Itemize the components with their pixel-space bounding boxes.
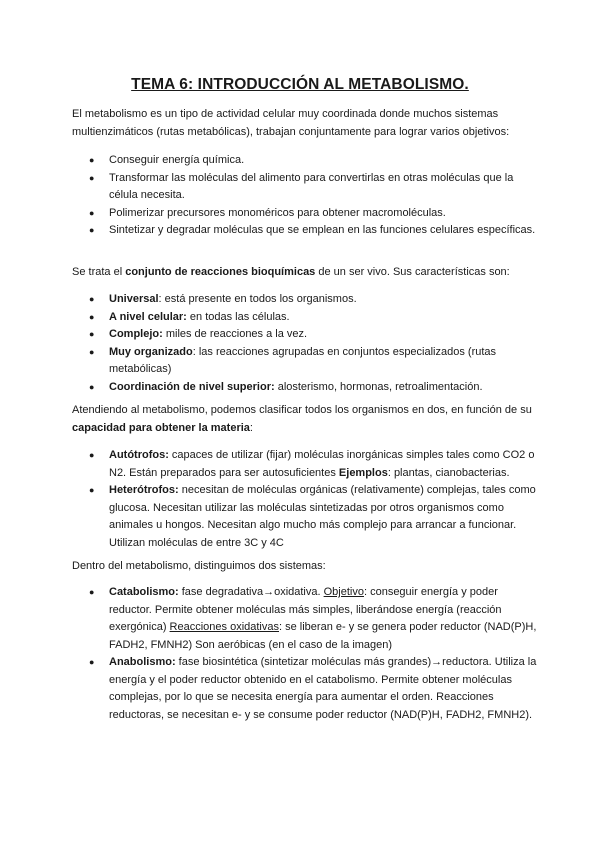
bullet-icon: ● (89, 294, 95, 304)
bullet-icon: ● (89, 381, 95, 392)
list-item: ● Coordinación de nivel superior: alosterismo, hormonas, retroalimentación. (72, 379, 540, 397)
bullet-icon: ● (89, 155, 95, 165)
bullet-icon: ● (89, 657, 95, 667)
bullet-icon: ● (89, 485, 95, 495)
list-item: ● Catabolismo: fase degradativa→oxidativa. Objetivo: conseguir energía y poder reductor. Permite obtener moléculas más simples, liberándose energía (reacción exergónica) Reacciones oxidativas: se liberan e- y se genera poder reductor (NAD(P)H, FADH2, FMNH2) Son aeróbicas (en el caso de la imagen) (89, 586, 537, 651)
classification-intro: Atendiendo al metabolismo, podemos clasificar todos los organismos en dos, en función de su capacidad para obtener la materia: (72, 404, 532, 434)
characteristics-intro: Se trata el conjunto de reacciones bioquímicas de un ser vivo. Sus características son: (72, 266, 510, 278)
characteristics-list (72, 291, 540, 396)
systems-list (72, 584, 540, 724)
list-item: ● Complejo: miles de reacciones a la vez. (72, 326, 540, 344)
bullet-icon: ● (89, 346, 95, 357)
bullet-icon: ● (89, 172, 95, 183)
bullet-icon: ● (89, 329, 95, 339)
list-item: ● Universal: está presente en todos los organismos. (72, 291, 540, 309)
bullet-icon: ● (89, 450, 95, 460)
page-title: TEMA 6: INTRODUCCIÓN AL METABOLISMO. (131, 76, 469, 93)
bullet-icon: ● (89, 311, 95, 322)
bullet-icon: ● (89, 587, 95, 597)
list-item: ● Autótrofos: capaces de utilizar (fijar) moléculas inorgánicas simples tales como CO2 o N2. Están preparados para ser autosuficientes Ejemplos: plantas, cianobacterias. (89, 449, 535, 479)
list-item: ● Conseguir energía química. (72, 152, 540, 170)
list-item: ● Heterótrofos: necesitan de moléculas orgánicas (relativamente) complejas, tales como glucosa. Necesitan utilizar las moléculas sintetizadas por otros organismos como animales u hongos. Necesitan algo mucho más complejo para arrancar a funcionar. Utilizan moléculas de entre 3C y 4C (89, 484, 536, 549)
list-item: ● Muy organizado: las reacciones agrupadas en conjuntos especializados (rutas metabólicas) (89, 345, 497, 375)
list-item: ● Sintetizar y degradar moléculas que se emplean en las funciones celulares específicas. (72, 222, 540, 240)
list-item: ● Anabolismo: fase biosintética (sintetizar moléculas más grandes)→reductora. Utiliza la energía y el poder reductor obtenido en el catabolismo. Permite obtener moléculas complejas, por lo que se necesita energía para aumentar el orden. Reacciones reductoras, se necesitan e- y se consume poder reductor (NAD(P)H, FADH2, FMNH2). (89, 656, 537, 721)
systems-intro: Dentro del metabolismo, distinguimos dos sistemas: (72, 560, 326, 572)
bullet-icon: ● (89, 207, 95, 218)
organisms-list (72, 447, 540, 552)
list-item: ● Transformar las moléculas del alimento para convertirlas en otras moléculas que la célula necesita. (89, 171, 514, 201)
objectives-list (72, 152, 540, 240)
list-item: ● A nivel celular: en todas las células. (72, 309, 540, 327)
bullet-icon: ● (89, 225, 95, 235)
intro-paragraph: El metabolismo es un tipo de actividad celular muy coordinada donde muchos sistemas multienzimáticos (rutas metabólicas), trabajan conjuntamente para lograr varios objetivos: (72, 108, 510, 138)
list-item: ● Polimerizar precursores monoméricos para obtener macromoléculas. (72, 205, 540, 223)
